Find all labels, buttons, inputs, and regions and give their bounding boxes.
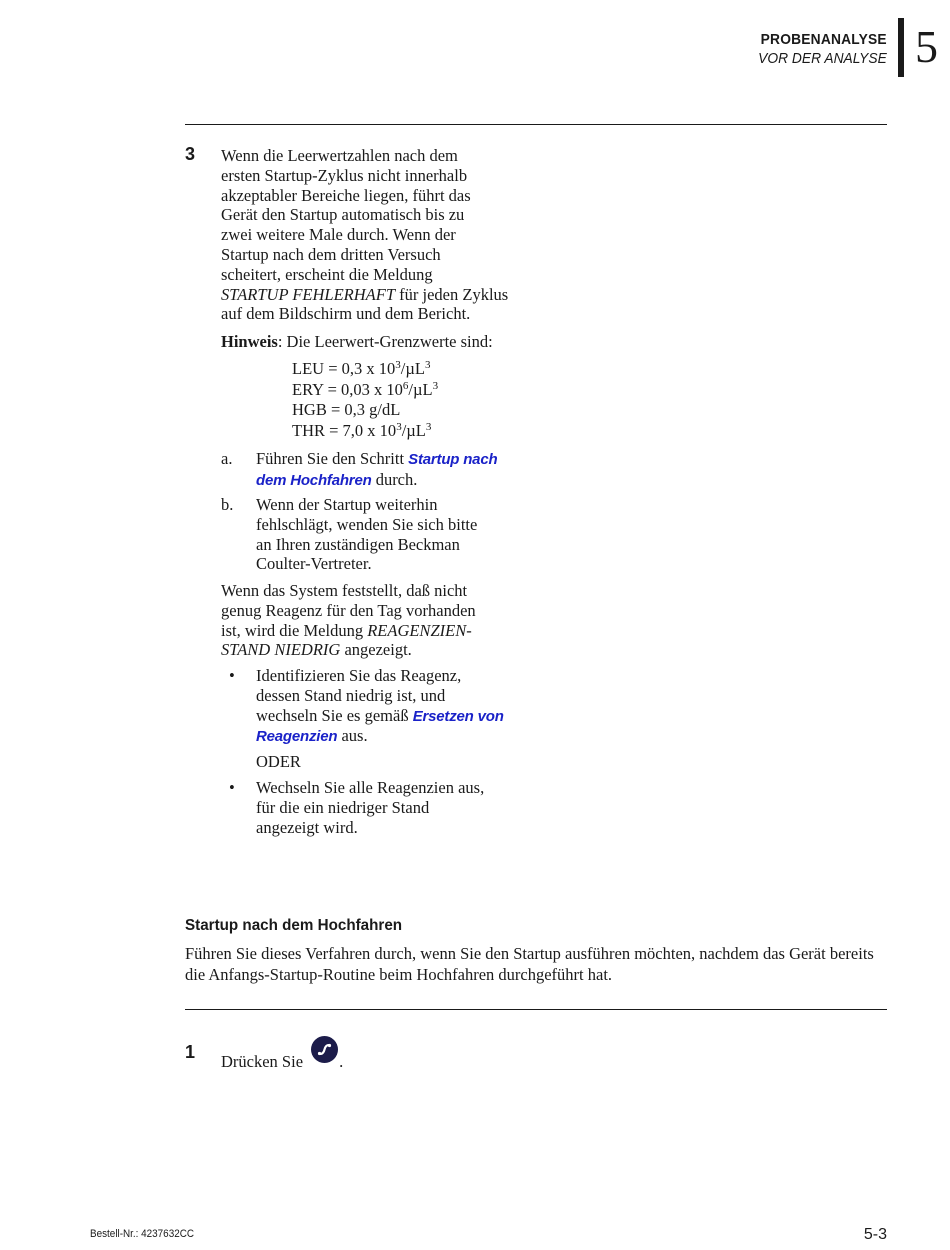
bullet-item-1: Identifizieren Sie das Reagenz, dessen Stand niedrig ist, und wechseln Sie es gemäß Ersetzen von Reagenzien aus. <box>256 666 504 746</box>
header-divider-bar <box>898 18 904 77</box>
section-intro: Führen Sie dieses Verfahren durch, wenn Sie den Startup ausführen möchten, nachdem das Gerät bereits die Anfangs-Startup-Routine beim Hochfahren durchgeführt hat. <box>185 944 874 984</box>
step-number: 3 <box>185 144 196 164</box>
error-message-name: STARTUP FEHLERHAFT <box>221 284 396 304</box>
bullet-marker: • <box>229 778 235 797</box>
startup-icon[interactable] <box>311 1036 338 1063</box>
step-1-text: Drücken Sie . <box>221 1044 521 1072</box>
warning-message-name-cont: STAND NIEDRIG <box>221 640 341 660</box>
text-fragment: für jeden Zyklus <box>395 284 509 304</box>
note <box>221 332 521 352</box>
text-line <box>221 285 521 305</box>
warning-message-name: REAGENZIEN- <box>367 620 472 640</box>
link-replacing-reagents[interactable]: Ersetzen von <box>412 707 504 725</box>
oder-separator: ODER <box>256 752 301 771</box>
list-item-b: Wenn der Startup weiterhin fehlschlägt, wenden Sie sich bitte an Ihren zuständigen Beckman Coulter-Vertreter. <box>256 495 478 574</box>
link-startup-after-power-up[interactable]: Startup nach <box>408 451 498 468</box>
list-marker: b. <box>221 495 234 514</box>
chapter-number: 5 <box>915 21 938 72</box>
blank-limits-list <box>292 359 438 441</box>
text-line: zwei weitere Male durch. Wenn der <box>221 225 456 245</box>
text-line: Startup nach dem dritten Versuch <box>221 244 441 264</box>
section-rule <box>185 1009 887 1010</box>
text-line: scheitert, erscheint die Meldung <box>221 264 433 284</box>
note-text: : Die Leerwert-Grenzwerte sind: <box>277 332 493 351</box>
footer-page-number: 5-3 <box>863 1226 887 1243</box>
list-marker: a. <box>221 449 233 468</box>
running-header <box>747 30 887 68</box>
text-line: akzeptabler Bereiche liegen, führt das <box>221 185 471 205</box>
step-3-paragraph <box>221 146 521 324</box>
link-replacing-reagents-cont[interactable]: Reagenzien <box>256 728 338 746</box>
section-heading: Startup nach dem Hochfahren <box>185 917 403 934</box>
note-label: Hinweis <box>221 332 278 351</box>
footer-order-number: Bestell-Nr.: 4237632CC <box>90 1228 195 1240</box>
text-line: ersten Startup-Zyklus nicht innerhalb <box>221 165 468 185</box>
step-number: 1 <box>185 1042 196 1062</box>
low-reagent-paragraph: Wenn das System feststellt, daß nicht genug Reagenz für den Tag vorhanden ist, wird die Meldung REAGENZIEN- STAND NIEDRIG angezeigt. <box>221 581 476 660</box>
text-line: Gerät den Startup automatisch bis zu <box>221 205 465 225</box>
bullet-item-2: Wechseln Sie alle Reagenzien aus, für die ein niedriger Stand angezeigt wird. <box>256 778 485 837</box>
header-section-title: PROBENANALYSE <box>760 31 887 48</box>
text-line: auf dem Bildschirm und dem Bericht. <box>221 304 471 324</box>
header-subsection-title: VOR DER ANALYSE <box>758 50 887 67</box>
link-startup-after-power-up-cont[interactable]: dem Hochfahren <box>256 471 372 489</box>
limit-ery: ERY = 0,03 x $10^6/\mu L^3$ <box>292 379 439 399</box>
list-item-a: Führen Sie den Schritt Startup nach dem Hochfahren durch. <box>256 449 498 489</box>
limit-leu: LEU = 0,3 x $10^3/\mu L^3$ <box>292 359 431 378</box>
limit-thr: THR = 7,0 x $10^3/\mu L^3$ <box>292 420 432 440</box>
text-line: Wenn die Leerwertzahlen nach dem <box>221 146 458 165</box>
bullet-marker: • <box>229 666 235 685</box>
limit-hgb: HGB = 0,3 g/dL <box>292 400 401 419</box>
top-rule <box>185 124 887 125</box>
